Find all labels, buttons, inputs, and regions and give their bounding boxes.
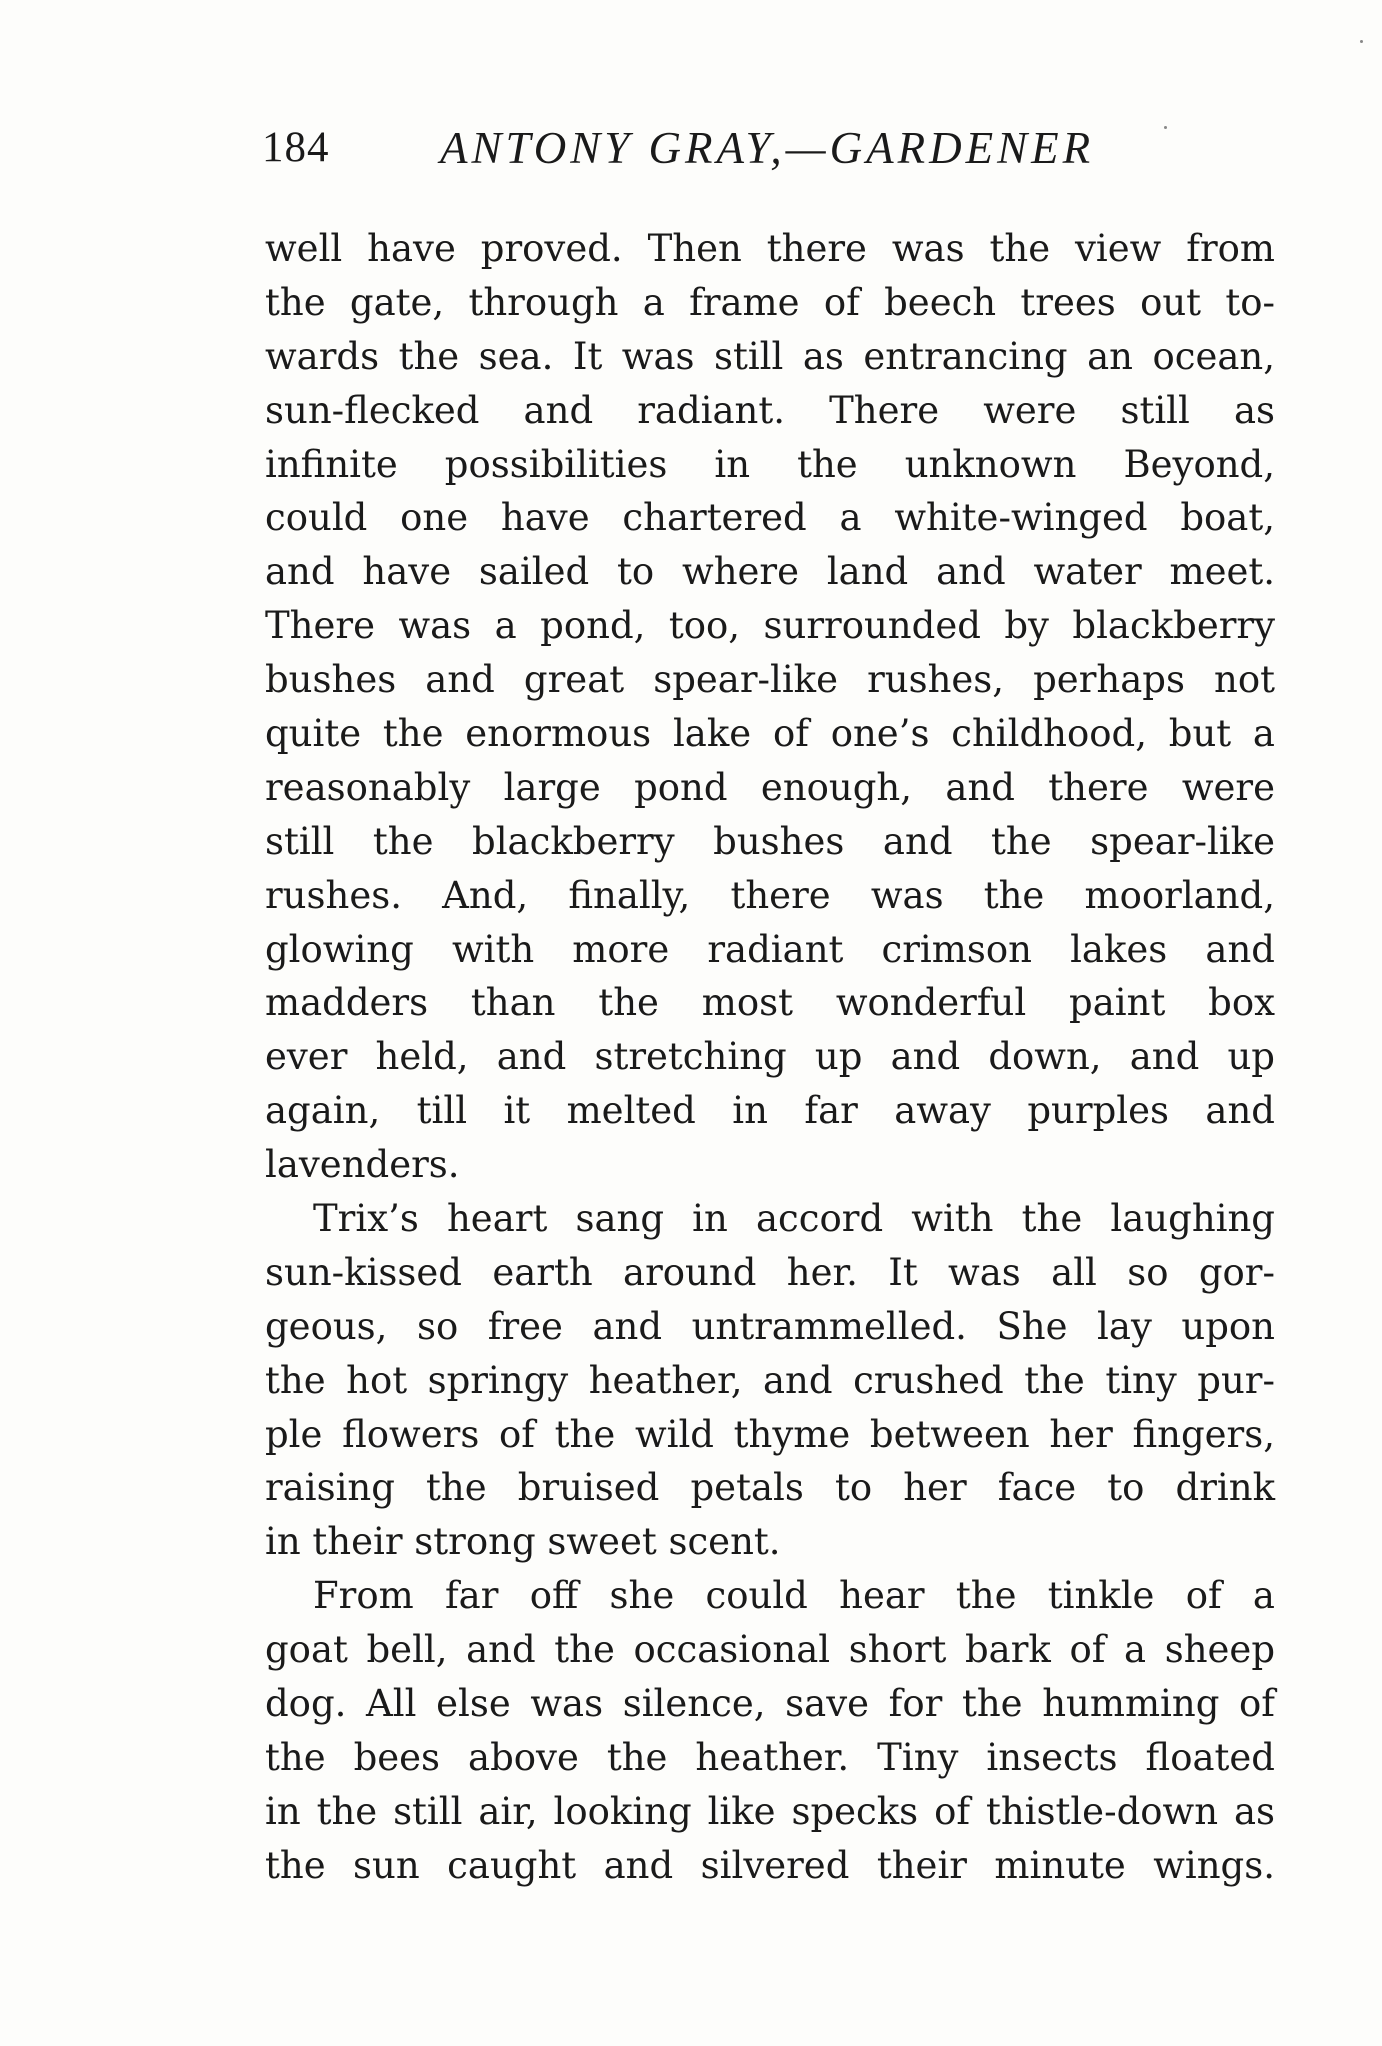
text-line: well have proved. Then there was the view from — [265, 227, 1275, 270]
text-line: again, till it melted in far away purples and — [265, 1089, 1275, 1133]
running-title: ANTONY GRAY,—GARDENER — [440, 123, 1095, 173]
text-line: could one have chartered a white-winged boat, — [265, 496, 1275, 540]
text-line: There was a pond, too, surrounded by blackberry — [265, 604, 1275, 648]
text-line: dog. All else was silence, save for the humming of — [265, 1682, 1275, 1726]
text-line: still the blackberry bushes and the spear-like — [265, 819, 1275, 863]
text-line: and have sailed to where land and water meet. — [265, 550, 1275, 594]
text-line: lavenders. — [265, 1143, 460, 1187]
text-line: rushes. And, finally, there was the moorland, — [265, 873, 1275, 917]
text-line: madders than the most wonderful paint box — [265, 981, 1275, 1025]
text-line: ever held, and stretching up and down, and up — [265, 1035, 1275, 1079]
text-line: sun-flecked and radiant. There were still as — [265, 388, 1275, 432]
text-line: ple flowers of the wild thyme between her fingers, — [265, 1412, 1275, 1456]
text-line: in the still air, looking like specks of thistle-down as — [265, 1789, 1275, 1833]
text-line: goat bell, and the occasional short bark of a sheep — [265, 1628, 1275, 1672]
text-line: in their strong sweet scent. — [265, 1520, 781, 1564]
scan-speck — [1360, 40, 1363, 43]
text-line: raising the bruised petals to her face to drink — [265, 1466, 1275, 1510]
text-line: the gate, through a frame of beech trees out to- — [265, 280, 1275, 324]
text-line: Trix’s heart sang in accord with the laughing — [313, 1197, 1275, 1241]
text-line: From far off she could hear the tinkle of a — [313, 1574, 1275, 1618]
text-line: the hot springy heather, and crushed the tiny pur- — [265, 1358, 1275, 1402]
text-line: glowing with more radiant crimson lakes and — [265, 927, 1275, 971]
text-line: infinite possibilities in the unknown Beyond, — [265, 442, 1275, 486]
scan-speck — [1164, 126, 1167, 129]
page-number: 184 — [262, 124, 330, 171]
text-line: quite the enormous lake of one’s childhood, but a — [265, 712, 1275, 756]
body-text — [265, 222, 1275, 1893]
text-line: wards the sea. It was still as entrancing an ocean, — [265, 334, 1275, 378]
text-line: geous, so free and untrammelled. She lay upon — [265, 1304, 1275, 1348]
text-line: bushes and great spear-like rushes, perhaps not — [265, 658, 1275, 702]
text-line: the sun caught and silvered their minute wings. — [265, 1843, 1275, 1887]
page-header — [262, 118, 1272, 178]
text-line: reasonably large pond enough, and there were — [265, 765, 1275, 809]
text-line: sun-kissed earth around her. It was all so gor- — [265, 1250, 1275, 1294]
text-line: the bees above the heather. Tiny insects floated — [265, 1735, 1275, 1779]
